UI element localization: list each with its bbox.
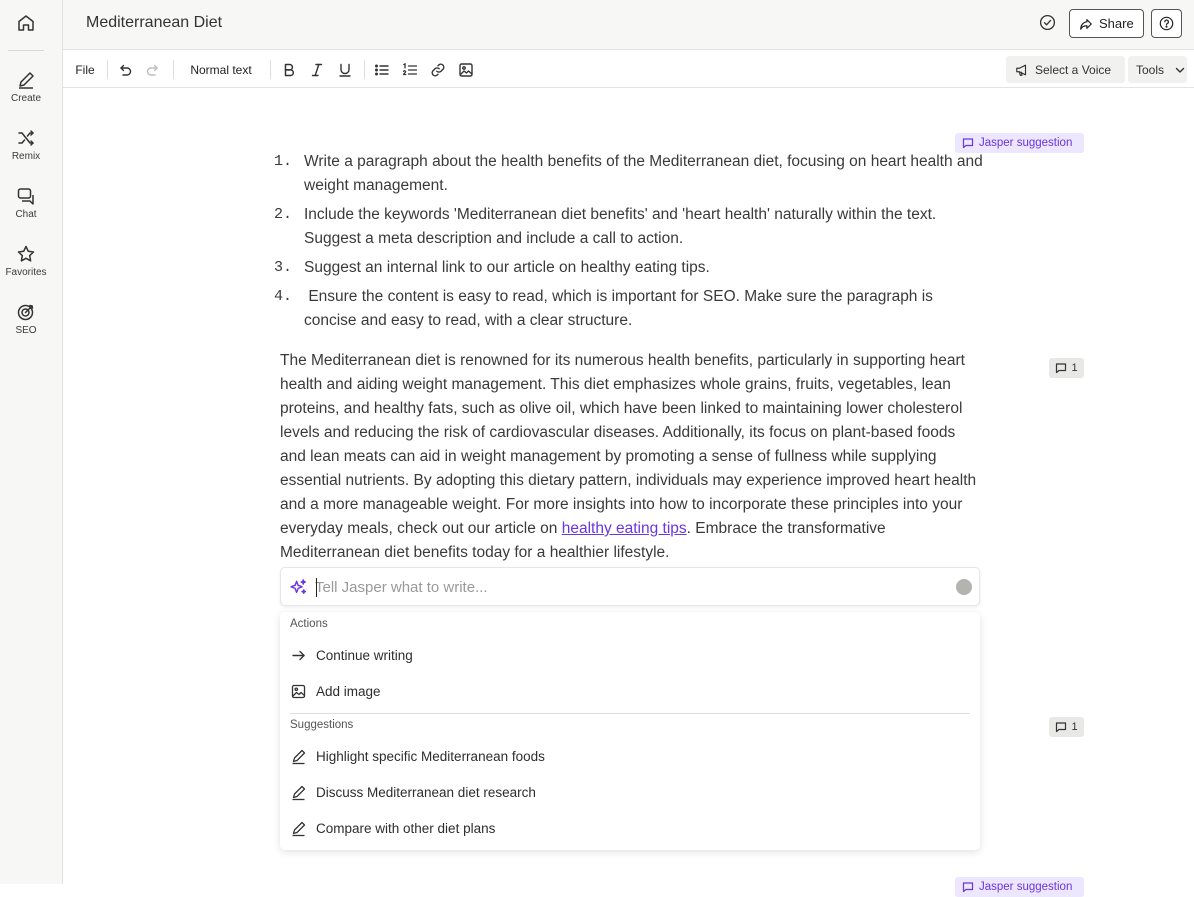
list-item[interactable] bbox=[274, 256, 984, 280]
check-circle-icon[interactable] bbox=[1039, 14, 1056, 31]
list-number: 3. bbox=[274, 259, 293, 276]
toolbar-divider bbox=[173, 60, 174, 79]
jasper-suggestion-label: Jasper suggestion bbox=[979, 881, 1073, 893]
star-icon bbox=[16, 244, 36, 264]
bold-icon[interactable] bbox=[280, 60, 298, 80]
sidebar-item-favorites[interactable] bbox=[0, 244, 52, 278]
tools-button[interactable] bbox=[1128, 56, 1187, 83]
file-menu[interactable]: File bbox=[75, 63, 95, 77]
toolbar-divider bbox=[107, 60, 108, 79]
list-item[interactable] bbox=[274, 150, 984, 198]
rail-divider bbox=[8, 50, 44, 51]
instruction-list bbox=[274, 150, 984, 338]
pen-icon bbox=[16, 70, 36, 90]
comment-count-badge[interactable] bbox=[1049, 358, 1084, 378]
sidebar-item-label: SEO bbox=[15, 325, 37, 336]
help-icon bbox=[1159, 16, 1174, 31]
list-number: 2. bbox=[274, 206, 293, 223]
list-text: Suggest an internal link to our article on healthy eating tips. bbox=[304, 259, 710, 276]
sidebar-item-remix[interactable] bbox=[0, 128, 52, 162]
actions-header: Actions bbox=[290, 618, 328, 630]
target-icon bbox=[16, 302, 36, 322]
suggestion-item[interactable] bbox=[290, 816, 970, 840]
sidebar-item-label: Remix bbox=[11, 151, 41, 162]
toolbar-divider bbox=[270, 60, 271, 79]
tools-label: Tools bbox=[1136, 62, 1165, 77]
list-item[interactable] bbox=[274, 203, 984, 251]
menu-item-label: Continue writing bbox=[316, 647, 413, 663]
jasper-prompt-box[interactable] bbox=[280, 567, 980, 606]
list-number: 4. bbox=[274, 288, 293, 305]
pen-icon bbox=[290, 748, 307, 765]
suggestions-header: Suggestions bbox=[290, 719, 354, 731]
italic-icon[interactable] bbox=[308, 60, 326, 80]
comment-icon bbox=[962, 881, 974, 893]
jasper-prompt-input[interactable] bbox=[315, 576, 935, 598]
megaphone-icon bbox=[1015, 63, 1029, 77]
paragraph-text-end: . Embrace the transformative Mediterranean diet benefits today for a healthier lifestyle. bbox=[280, 520, 886, 561]
link-icon[interactable] bbox=[429, 60, 447, 80]
sidebar-item-label: Favorites bbox=[5, 267, 47, 278]
formatting-toolbar bbox=[63, 51, 1194, 88]
text-cursor bbox=[316, 578, 317, 597]
sidebar-item-seo[interactable] bbox=[0, 302, 52, 336]
sidebar-item-chat[interactable] bbox=[0, 186, 52, 220]
list-text: Write a paragraph about the health benefits of the Mediterranean diet, focusing on heart health and weight management. bbox=[304, 153, 983, 194]
share-icon bbox=[1079, 17, 1093, 31]
image-icon[interactable] bbox=[457, 60, 475, 80]
suggestion-item[interactable] bbox=[290, 780, 970, 804]
comment-icon bbox=[1055, 721, 1067, 733]
select-voice-button[interactable] bbox=[1006, 56, 1125, 83]
list-text: Include the keywords 'Mediterranean diet benefits' and 'heart health' naturally within the text. Suggest a meta description and include a call to action. bbox=[304, 206, 937, 247]
menu-divider bbox=[290, 713, 970, 714]
shuffle-icon bbox=[16, 128, 36, 148]
arrow-right-icon bbox=[290, 647, 307, 664]
pen-icon bbox=[290, 784, 307, 801]
jasper-command-menu bbox=[280, 612, 980, 850]
document-title[interactable]: Mediterranean Diet bbox=[86, 14, 223, 31]
menu-item-label: Highlight specific Mediterranean foods bbox=[316, 748, 545, 764]
underline-icon[interactable] bbox=[336, 60, 354, 80]
jasper-suggestion-label: Jasper suggestion bbox=[979, 137, 1073, 149]
toolbar-divider bbox=[364, 60, 365, 79]
menu-item-label: Compare with other diet plans bbox=[316, 820, 496, 836]
healthy-eating-tips-link[interactable]: healthy eating tips bbox=[561, 520, 687, 537]
menu-item-label: Discuss Mediterranean diet research bbox=[316, 784, 536, 800]
home-icon[interactable] bbox=[16, 13, 36, 33]
chat-icon bbox=[16, 186, 36, 206]
help-button[interactable] bbox=[1151, 9, 1182, 38]
share-label: Share bbox=[1099, 16, 1134, 31]
image-icon bbox=[290, 683, 307, 700]
numbered-list-icon[interactable] bbox=[401, 60, 419, 80]
add-image-item[interactable] bbox=[290, 679, 970, 703]
text-style-select[interactable]: Normal text bbox=[190, 63, 252, 77]
send-button[interactable] bbox=[956, 579, 972, 595]
list-number: 1. bbox=[274, 153, 293, 170]
jasper-suggestion-badge[interactable] bbox=[955, 877, 1084, 897]
comment-count-badge[interactable] bbox=[1049, 717, 1084, 737]
comment-icon bbox=[1055, 362, 1067, 374]
redo-icon[interactable] bbox=[144, 60, 162, 80]
share-button[interactable] bbox=[1069, 9, 1144, 38]
sparkle-icon bbox=[289, 578, 308, 597]
paragraph-text: The Mediterranean diet is renowned for its numerous health benefits, particularly in supporting heart health and aiding weight management. This diet emphasizes whole grains, fruits, vegetables, lean proteins, and healthy fats, such as olive oil, which have been linked to maintaining lower cholesterol levels and reducing the risk of cardiovascular diseases. Additionally, its focus on plant-based foods and lean meats can aid in weight management by promoting a sense of fullness while supplying essential nutrients. By adopting this dietary pattern, individuals may experience improved heart health and a more manageable weight. For more insights into how to incorporate these principles into your everyday meals, check out our article on bbox=[280, 352, 977, 537]
top-bar bbox=[63, 0, 1194, 50]
comment-icon bbox=[962, 137, 974, 149]
sidebar-item-label: Create bbox=[10, 93, 41, 104]
sidebar-item-create[interactable] bbox=[0, 70, 52, 104]
list-item[interactable] bbox=[274, 285, 984, 333]
sidebar-item-label: Chat bbox=[15, 209, 37, 220]
continue-writing-item[interactable] bbox=[290, 643, 970, 667]
list-text: Ensure the content is easy to read, which is important for SEO. Make sure the paragraph is concise and easy to read, with a clear structure. bbox=[304, 288, 938, 329]
generated-paragraph[interactable] bbox=[280, 349, 980, 565]
left-rail bbox=[0, 0, 63, 884]
select-voice-label: Select a Voice bbox=[1035, 62, 1112, 77]
menu-item-label: Add image bbox=[316, 683, 381, 699]
chevron-down-icon bbox=[1174, 64, 1186, 76]
comment-count: 1 bbox=[1071, 721, 1078, 733]
bullet-list-icon[interactable] bbox=[373, 60, 391, 80]
comment-count: 1 bbox=[1071, 362, 1078, 374]
suggestion-item[interactable] bbox=[290, 744, 970, 768]
undo-icon[interactable] bbox=[116, 60, 134, 80]
pen-icon bbox=[290, 820, 307, 837]
